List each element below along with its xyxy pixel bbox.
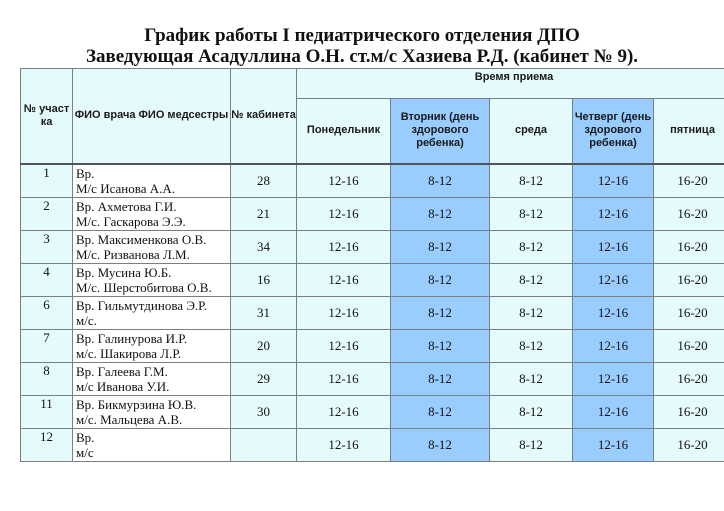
- staff-cell: [73, 230, 231, 263]
- friday-cell: 16-20: [654, 296, 724, 329]
- plot-number-cell: 12: [21, 428, 73, 461]
- staff-cell: [73, 263, 231, 296]
- nurse-name: м/с Иванова У.И.: [76, 378, 170, 394]
- header-reception-time: Время приема: [297, 69, 724, 99]
- table-row: [21, 362, 724, 395]
- header-cabinet: № кабинета: [231, 69, 297, 164]
- doctor-name: Вр. Ахметова Г.И.: [76, 198, 177, 214]
- monday-cell: 12-16: [297, 296, 391, 329]
- header-friday: пятница: [654, 99, 724, 164]
- friday-cell: 16-20: [654, 263, 724, 296]
- nurse-name: м/с: [76, 444, 94, 460]
- doctor-name: Вр. Гильмутдинова Э.Р.: [76, 297, 208, 313]
- wednesday-cell: 8-12: [490, 197, 573, 230]
- wednesday-cell: 8-12: [490, 164, 573, 198]
- nurse-name: М/с. Шерстобитова О.В.: [76, 279, 212, 295]
- tuesday-cell: 8-12: [391, 263, 490, 296]
- wednesday-cell: 8-12: [490, 263, 573, 296]
- schedule-body: [21, 164, 724, 462]
- nurse-name: М/с. Ризванова Л.М.: [76, 246, 190, 262]
- nurse-name: М/с Исанова А.А.: [76, 180, 175, 196]
- monday-cell: 12-16: [297, 428, 391, 461]
- cabinet-cell: 31: [231, 296, 297, 329]
- table-row: [21, 263, 724, 296]
- table-row: [21, 296, 724, 329]
- tuesday-cell: 8-12: [391, 197, 490, 230]
- cabinet-cell: 30: [231, 395, 297, 428]
- plot-number-cell: 3: [21, 230, 73, 263]
- tuesday-cell: 8-12: [391, 428, 490, 461]
- cabinet-cell: 29: [231, 362, 297, 395]
- wednesday-cell: 8-12: [490, 362, 573, 395]
- staff-cell: [73, 395, 231, 428]
- tuesday-cell: 8-12: [391, 164, 490, 198]
- thursday-cell: 12-16: [573, 197, 654, 230]
- nurse-name: м/с.: [76, 312, 97, 328]
- cabinet-cell: 21: [231, 197, 297, 230]
- friday-cell: 16-20: [654, 164, 724, 198]
- header-plot-number: № участ ка: [21, 69, 73, 164]
- table-row: [21, 230, 724, 263]
- thursday-cell: 12-16: [573, 329, 654, 362]
- plot-number-cell: 7: [21, 329, 73, 362]
- table-row: [21, 329, 724, 362]
- monday-cell: 12-16: [297, 197, 391, 230]
- friday-cell: 16-20: [654, 329, 724, 362]
- thursday-cell: 12-16: [573, 428, 654, 461]
- thursday-cell: 12-16: [573, 164, 654, 198]
- tuesday-cell: 8-12: [391, 329, 490, 362]
- wednesday-cell: 8-12: [490, 329, 573, 362]
- thursday-cell: 12-16: [573, 296, 654, 329]
- friday-cell: 16-20: [654, 230, 724, 263]
- plot-number-cell: 4: [21, 263, 73, 296]
- plot-number-cell: 2: [21, 197, 73, 230]
- tuesday-cell: 8-12: [391, 296, 490, 329]
- cabinet-cell: 34: [231, 230, 297, 263]
- nurse-name: м/с. Шакирова Л.Р.: [76, 345, 182, 361]
- table-row: [21, 197, 724, 230]
- staff-cell: [73, 296, 231, 329]
- table-row: [21, 395, 724, 428]
- plot-number-cell: 8: [21, 362, 73, 395]
- staff-cell: [73, 362, 231, 395]
- staff-cell: [73, 197, 231, 230]
- header-tuesday: Вторник (день здорового ребенка): [391, 99, 490, 164]
- tuesday-cell: 8-12: [391, 395, 490, 428]
- header-thursday: Четверг (день здорового ребенка): [573, 99, 654, 164]
- tuesday-cell: 8-12: [391, 230, 490, 263]
- plot-number-cell: 1: [21, 164, 73, 198]
- header-monday: Понедельник: [297, 99, 391, 164]
- friday-cell: 16-20: [654, 428, 724, 461]
- doctor-name: Вр. Мусина Ю.Б.: [76, 264, 172, 280]
- friday-cell: 16-20: [654, 197, 724, 230]
- cabinet-cell: 20: [231, 329, 297, 362]
- document-subtitle: Заведующая Асадуллина О.Н. ст.м/с Хазиева Р.Д. (кабинет № 9).: [85, 46, 639, 67]
- doctor-name: Вр.: [76, 429, 95, 445]
- table-row: [21, 164, 724, 198]
- plot-number-cell: 11: [21, 395, 73, 428]
- nurse-name: М/с. Гаскарова Э.Э.: [76, 213, 186, 229]
- doctor-name: Вр.: [76, 165, 95, 181]
- doctor-name: Вр. Максименкова О.В.: [76, 231, 207, 247]
- plot-number-cell: 6: [21, 296, 73, 329]
- staff-cell: [73, 428, 231, 461]
- header-doctor-nurse: ФИО врача ФИО медсестры: [73, 69, 231, 164]
- staff-cell: [73, 329, 231, 362]
- doctor-name: Вр. Галеева Г.М.: [76, 363, 168, 379]
- cabinet-cell: [231, 428, 297, 461]
- monday-cell: 12-16: [297, 230, 391, 263]
- wednesday-cell: 8-12: [490, 395, 573, 428]
- document-title: График работы I педиатрического отделения ДПО: [144, 25, 580, 46]
- nurse-name: м/с. Мальцева А.В.: [76, 411, 183, 427]
- cabinet-cell: 28: [231, 164, 297, 198]
- table-row: [21, 428, 724, 461]
- thursday-cell: 12-16: [573, 230, 654, 263]
- schedule-table: [20, 68, 724, 462]
- cabinet-cell: 16: [231, 263, 297, 296]
- monday-cell: 12-16: [297, 164, 391, 198]
- wednesday-cell: 8-12: [490, 296, 573, 329]
- wednesday-cell: 8-12: [490, 428, 573, 461]
- doctor-name: Вр. Галинурова И.Р.: [76, 330, 188, 346]
- tuesday-cell: 8-12: [391, 362, 490, 395]
- friday-cell: 16-20: [654, 395, 724, 428]
- monday-cell: 12-16: [297, 263, 391, 296]
- monday-cell: 12-16: [297, 362, 391, 395]
- doctor-name: Вр. Бикмурзина Ю.В.: [76, 396, 197, 412]
- header-wednesday: среда: [490, 99, 573, 164]
- monday-cell: 12-16: [297, 395, 391, 428]
- wednesday-cell: 8-12: [490, 230, 573, 263]
- friday-cell: 16-20: [654, 362, 724, 395]
- monday-cell: 12-16: [297, 329, 391, 362]
- staff-cell: [73, 164, 231, 198]
- thursday-cell: 12-16: [573, 263, 654, 296]
- thursday-cell: 12-16: [573, 362, 654, 395]
- thursday-cell: 12-16: [573, 395, 654, 428]
